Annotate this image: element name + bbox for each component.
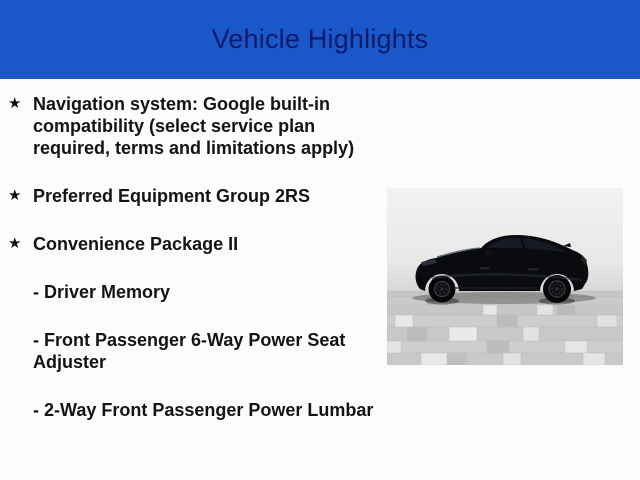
- highlight-item: [8, 233, 374, 255]
- highlight-text: Convenience Package II: [33, 234, 239, 254]
- star-bullet-icon: ★: [8, 187, 22, 204]
- highlights-list: [0, 79, 374, 447]
- star-bullet-icon: ★: [8, 235, 22, 252]
- vehicle-photo: [387, 188, 623, 365]
- highlight-text: Navigation system: Google built-in compatibility (select service plan required, terms and limitations apply): [33, 94, 355, 158]
- highlight-item: [8, 93, 374, 159]
- highlight-text: - Front Passenger 6-Way Power Seat Adjuster: [33, 330, 346, 372]
- header-bar: [0, 0, 640, 79]
- highlight-item: [8, 185, 374, 207]
- highlight-item: [8, 399, 374, 421]
- highlight-item: [8, 281, 374, 303]
- highlight-item: [8, 329, 374, 373]
- front-wheel: [429, 276, 456, 303]
- highlight-text: Preferred Equipment Group 2RS: [33, 186, 311, 206]
- page-title: Vehicle Highlights: [211, 24, 429, 54]
- highlight-text: - 2-Way Front Passenger Power Lumbar: [33, 400, 374, 420]
- highlight-text: - Driver Memory: [33, 282, 171, 302]
- star-bullet-icon: ★: [8, 95, 22, 112]
- vehicle-photo-svg: [387, 188, 623, 365]
